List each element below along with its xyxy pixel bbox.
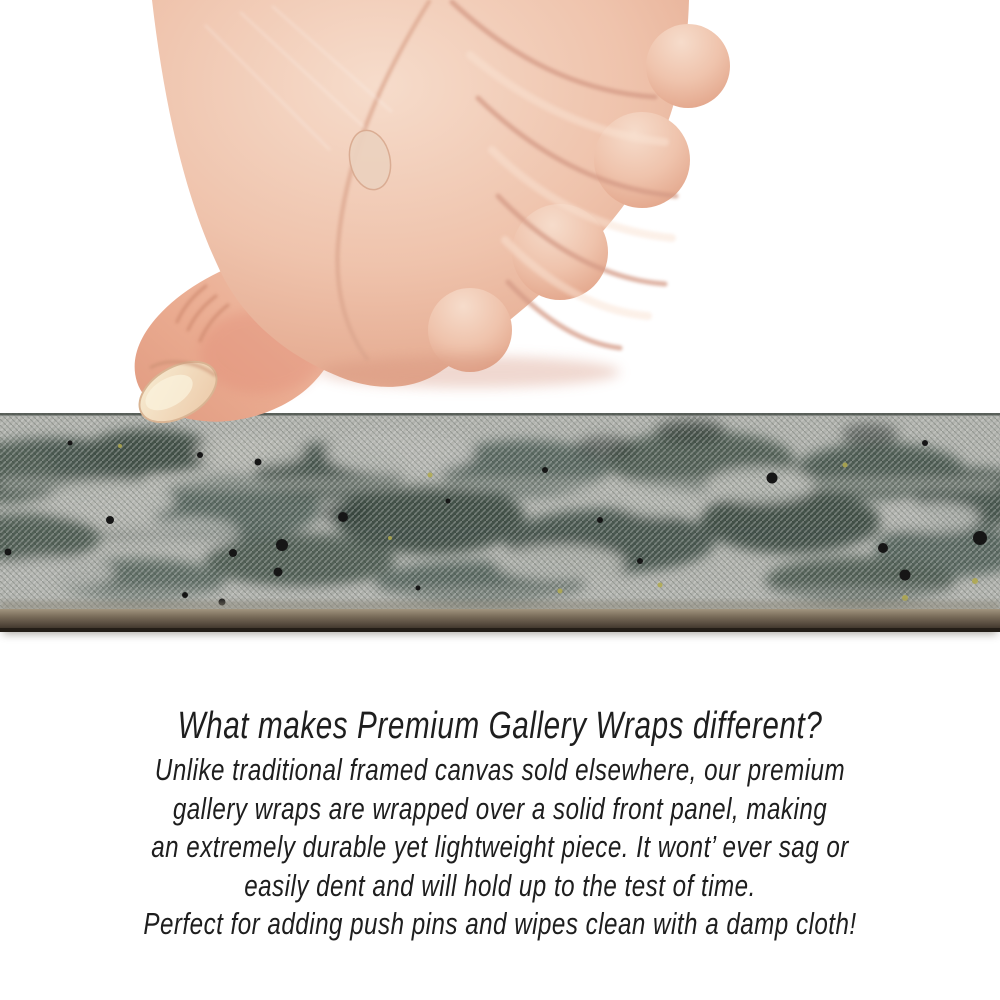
info-line-5: Perfect for adding push pins and wipes clean with a damp cloth! bbox=[143, 906, 857, 942]
info-line-3: an extremely durable yet lightweight piece. It wont’ ever sag or bbox=[151, 829, 849, 865]
info-text bbox=[110, 701, 890, 944]
info-line-2: gallery wraps are wrapped over a solid front panel, making bbox=[172, 790, 828, 826]
canvas-texture bbox=[0, 413, 1000, 632]
info-line-4: easily dent and will hold up to the test of time. bbox=[244, 867, 756, 903]
info-heading: What makes Premium Gallery Wraps different? bbox=[177, 705, 823, 747]
info-line-1: Unlike traditional framed canvas sold elsewhere, our premium bbox=[154, 752, 846, 787]
canvas-edge-photo bbox=[0, 413, 1000, 632]
hand-pressing-thumb-photo bbox=[0, 0, 1000, 424]
